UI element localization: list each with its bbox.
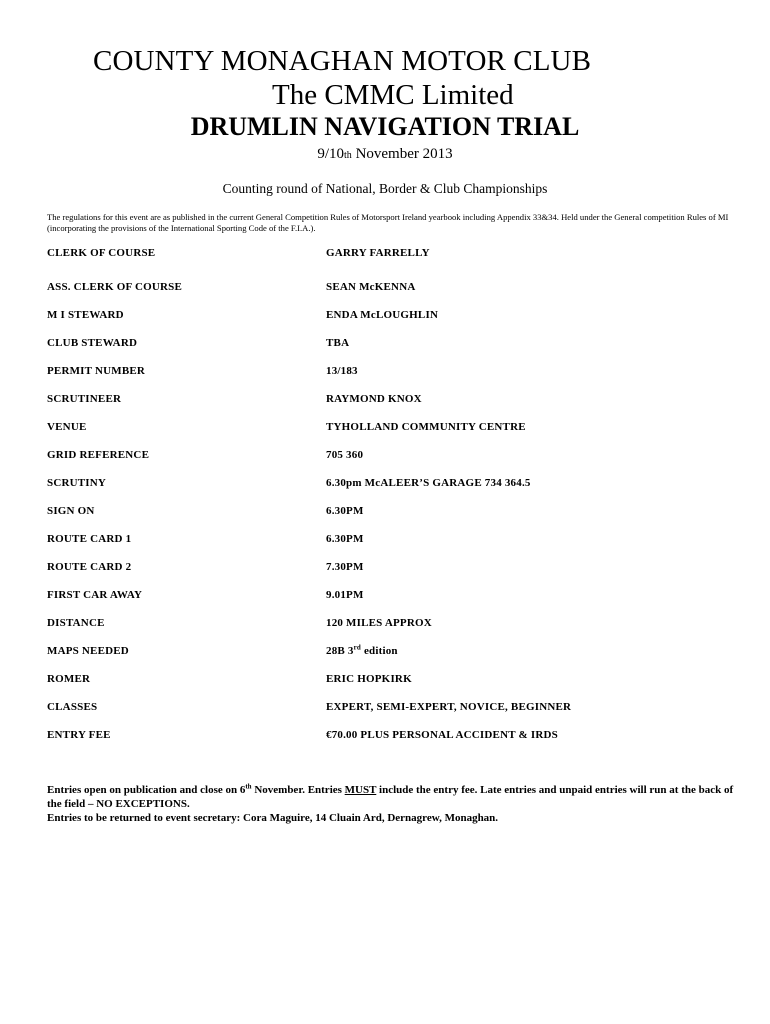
detail-label: GRID REFERENCE — [47, 449, 150, 461]
detail-label: CLASSES — [47, 701, 98, 713]
detail-value: TYHOLLAND COMMUNITY CENTRE — [326, 421, 526, 433]
detail-row — [47, 419, 737, 435]
club-name-heading: COUNTY MONAGHAN MOTOR CLUB — [93, 45, 592, 77]
detail-row — [47, 279, 737, 295]
detail-value: TBA — [326, 337, 350, 349]
detail-row — [47, 335, 737, 351]
detail-value: 6.30pm McALEER’S GARAGE 734 364.5 — [326, 477, 531, 489]
detail-label: SIGN ON — [47, 505, 95, 517]
event-date — [0, 144, 770, 166]
entry-notes-text-c: include the entry fee. Late entries and unpaid entries will run at the back of the field – NO EXCEPTIONS. — [47, 784, 734, 810]
regulations-paragraph: The regulations for this event are as published in the current General Competition Rules of Motorsport Ireland yearbook including Appendix 33&34. Held under the General competition Rules of MI (incorporating the provisions of the International Sporting Code of the F.I.A.). — [47, 212, 729, 233]
detail-value-main: 28B 3 — [326, 645, 354, 657]
detail-value: GARRY FARRELLY — [326, 247, 430, 259]
detail-value: RAYMOND KNOX — [326, 393, 422, 405]
detail-label: CLUB STEWARD — [47, 337, 138, 349]
detail-value: EXPERT, SEMI-EXPERT, NOVICE, BEGINNER — [326, 701, 572, 713]
detail-value: SEAN McKENNA — [326, 281, 416, 293]
detail-value: 13/183 — [326, 365, 358, 377]
event-date-rest: November 2013 — [351, 146, 453, 162]
entry-notes-paragraph-1 — [47, 783, 737, 811]
detail-label: SCRUTINY — [47, 477, 107, 489]
detail-row — [47, 643, 737, 659]
detail-label: SCRUTINEER — [47, 393, 122, 405]
detail-row — [47, 699, 737, 715]
detail-label: ASS. CLERK OF COURSE — [47, 281, 183, 293]
detail-label: PERMIT NUMBER — [47, 365, 146, 377]
detail-row — [47, 671, 737, 687]
detail-value: 6.30PM — [326, 505, 364, 517]
entry-notes-paragraph-2: Entries to be returned to event secretary: Cora Maguire, 14 Cluain Ard, Dernagrew, Monaghan. — [47, 812, 499, 824]
detail-row — [47, 447, 737, 463]
detail-label: ROMER — [47, 673, 91, 685]
detail-row — [47, 363, 737, 379]
detail-value — [326, 643, 398, 659]
detail-row — [47, 475, 737, 491]
detail-value: 7.30PM — [326, 561, 364, 573]
entry-notes-text-b: November. Entries — [251, 784, 345, 796]
event-date-prefix: 9/10 — [317, 146, 345, 162]
detail-row — [47, 559, 737, 575]
detail-row — [47, 727, 737, 743]
detail-label: M I STEWARD — [47, 309, 124, 321]
detail-label: VENUE — [47, 421, 87, 433]
detail-label: ROUTE CARD 1 — [47, 533, 132, 545]
entry-notes — [47, 783, 737, 825]
event-date-suffix: th — [344, 150, 352, 161]
detail-value: ENDA McLOUGHLIN — [326, 309, 439, 321]
detail-value: 9.01PM — [326, 589, 364, 601]
detail-row — [47, 587, 737, 603]
detail-row — [47, 307, 737, 323]
entry-notes-sup: th — [245, 782, 252, 791]
detail-label: MAPS NEEDED — [47, 645, 129, 657]
detail-row — [47, 391, 737, 407]
detail-value: 705 360 — [326, 449, 364, 461]
detail-row — [47, 615, 737, 631]
entry-notes-text-a: Entries open on publication and close on 6 — [47, 784, 246, 796]
detail-value: 120 MILES APPROX — [326, 617, 432, 629]
detail-value: 6.30PM — [326, 533, 364, 545]
detail-row — [47, 245, 737, 261]
entry-notes-must: MUST — [344, 784, 377, 796]
event-title-heading: DRUMLIN NAVIGATION TRIAL — [190, 112, 580, 141]
detail-value: €70.00 PLUS PERSONAL ACCIDENT & IRDS — [326, 729, 558, 741]
detail-label: ENTRY FEE — [47, 729, 111, 741]
detail-row — [47, 503, 737, 519]
championships-line: Counting round of National, Border & Club Championships — [222, 181, 548, 196]
detail-label: FIRST CAR AWAY — [47, 589, 143, 601]
company-name-heading: The CMMC Limited — [272, 79, 514, 111]
detail-value-after: edition — [361, 645, 398, 657]
detail-row — [47, 531, 737, 547]
detail-label: DISTANCE — [47, 617, 105, 629]
detail-label: CLERK OF COURSE — [47, 247, 156, 259]
detail-value-sup: rd — [353, 643, 361, 652]
detail-value: ERIC HOPKIRK — [326, 673, 412, 685]
detail-label: ROUTE CARD 2 — [47, 561, 132, 573]
